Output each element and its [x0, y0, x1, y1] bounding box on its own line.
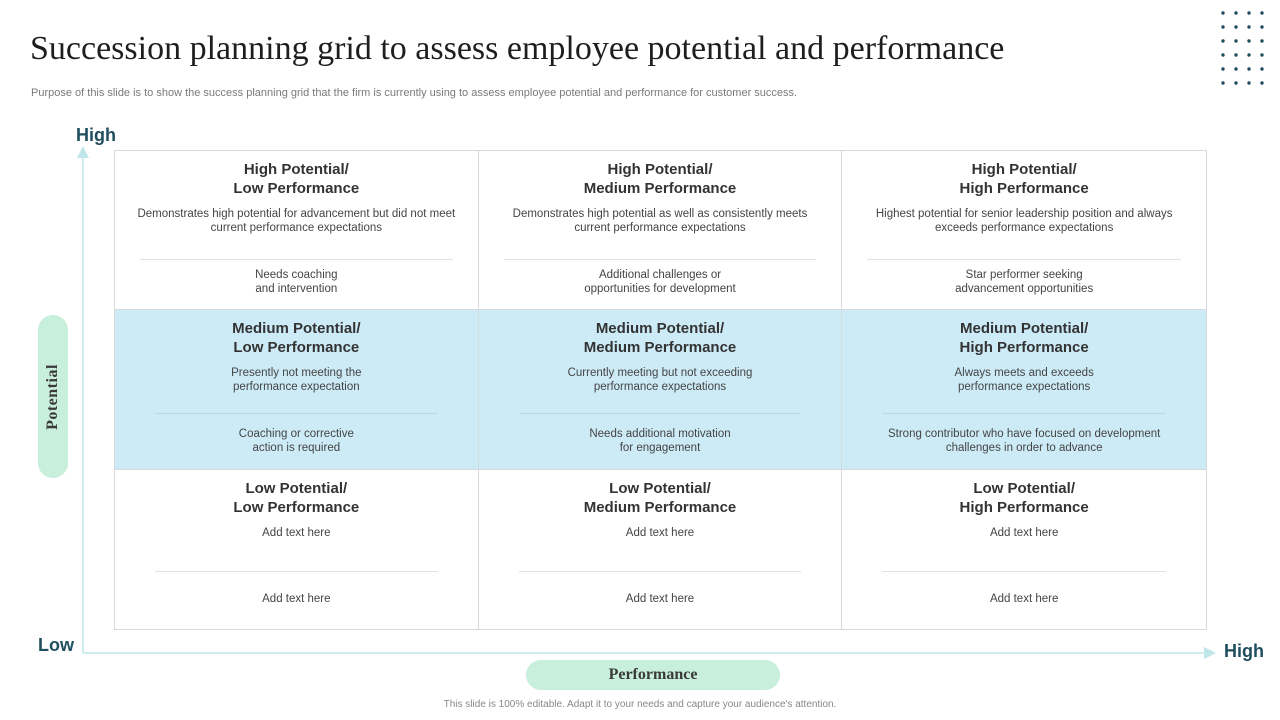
cell-divider: [140, 259, 453, 260]
y-axis-low-label: Low: [38, 635, 74, 655]
cell-title: [842, 319, 1206, 357]
cell-title-line2: High Performance: [959, 180, 1089, 197]
cell-note: Add text here: [262, 592, 331, 605]
decor-dot: [1260, 39, 1263, 42]
slide-title: Succession planning grid to assess employee potential and performance: [30, 30, 1005, 67]
cell-note: Add text here: [625, 592, 695, 605]
slide-subtitle: Purpose of this slide is to show the success planning grid that the firm is currently using to assess employee potential and performance for customer success.: [31, 87, 798, 99]
cell-title-line2: Medium Performance: [583, 498, 737, 516]
grid-cell: [115, 470, 479, 629]
cell-title-line1: High Potential/: [607, 161, 713, 178]
cell-note: Additional challenges or opportunities for development: [584, 269, 736, 295]
x-axis-high-label: High: [1224, 641, 1264, 661]
cell-title-line1: Low Potential/: [609, 479, 711, 497]
cell-divider: [519, 413, 802, 414]
cell-title-line2: Medium Performance: [583, 339, 737, 357]
cell-title-line1: High Potential/: [243, 161, 349, 178]
cell-title-line2: Low Performance: [233, 339, 360, 357]
cell-divider: [504, 259, 817, 260]
decor-dot: [1234, 25, 1237, 28]
potential-axis-pill: [38, 315, 68, 478]
decor-dot: [1221, 39, 1224, 42]
cell-note: Needs coaching and intervention: [255, 269, 338, 295]
cell-title-line1: Low Potential/: [245, 479, 348, 497]
grid-cell: [842, 151, 1206, 310]
decor-dot: [1221, 25, 1224, 28]
cell-description: Currently meeting but not exceeding performance expectations: [567, 367, 753, 394]
decor-dot: [1260, 53, 1263, 56]
performance-axis-pill: [526, 660, 780, 690]
decor-dot: [1234, 53, 1237, 56]
decor-dot: [1260, 11, 1263, 14]
decor-dot: [1234, 67, 1237, 70]
cell-title-line2: High Performance: [959, 498, 1089, 516]
grid-cell: [479, 470, 843, 629]
decor-dot: [1247, 39, 1250, 42]
cell-title: [115, 479, 478, 517]
decor-dot: [1234, 39, 1237, 42]
cell-title-line2: Low Performance: [233, 180, 360, 197]
cell-title-line2: Low Performance: [233, 498, 360, 516]
cell-divider: [882, 413, 1166, 414]
decor-dot: [1260, 81, 1263, 84]
cell-description: Demonstrates high potential for advancement but did not meet current performance expectations: [137, 208, 456, 234]
cell-divider: [882, 571, 1166, 572]
cell-title: [479, 160, 842, 198]
y-axis-high-label: High: [76, 125, 116, 145]
cell-description: Add text here: [625, 526, 695, 539]
cell-description: Presently not meeting the performance expectation: [231, 367, 362, 394]
potential-axis-label: Potential: [44, 363, 62, 430]
cell-description: Always meets and exceeds performance expectations: [954, 367, 1094, 394]
cell-title: [479, 319, 842, 357]
decor-dot: [1221, 53, 1224, 56]
cell-description: Demonstrates high potential as well as consistently meets current performance expectations: [512, 208, 808, 234]
cell-title-line1: Low Potential/: [973, 479, 1075, 497]
cell-title-line2: Medium Performance: [583, 180, 737, 197]
cell-note: Coaching or corrective action is required: [238, 428, 354, 455]
cell-title: [115, 319, 478, 357]
cell-note: Strong contributor who have focused on development challenges in order to advance: [887, 428, 1161, 455]
decor-dot: [1247, 81, 1250, 84]
cell-description: Highest potential for senior leadership position and always exceeds performance expectations: [875, 208, 1173, 234]
slide-footer: This slide is 100% editable. Adapt it to your needs and capture your audience's attention.: [443, 699, 837, 710]
decor-dot: [1247, 25, 1250, 28]
decor-dot: [1221, 67, 1224, 70]
cell-divider: [155, 571, 438, 572]
cell-title-line1: Medium Potential/: [595, 320, 725, 338]
decor-dot: [1234, 11, 1237, 14]
decor-dot: [1221, 11, 1224, 14]
cell-title-line1: High Potential/: [971, 161, 1077, 178]
decor-dot: [1247, 67, 1250, 70]
succession-grid: [114, 150, 1207, 630]
grid-cell: [479, 151, 843, 310]
cell-divider: [867, 259, 1181, 260]
grid-cell: [115, 310, 479, 469]
decor-dot: [1247, 53, 1250, 56]
cell-note: Star performer seeking advancement opportunities: [955, 269, 1094, 295]
decor-dot: [1234, 81, 1237, 84]
cell-title: [115, 160, 478, 198]
cell-divider: [155, 413, 438, 414]
decor-dot: [1260, 67, 1263, 70]
cell-title-line1: Medium Potential/: [959, 320, 1089, 338]
cell-description: Add text here: [262, 526, 331, 539]
cell-title-line1: Medium Potential/: [232, 320, 361, 338]
cell-title-line2: High Performance: [959, 339, 1089, 357]
cell-note: Needs additional motivation for engagement: [589, 428, 731, 455]
cell-title: [842, 479, 1206, 517]
cell-note: Add text here: [989, 592, 1059, 605]
decor-dot: [1221, 81, 1224, 84]
decorative-dots-icon: [1219, 9, 1267, 87]
cell-title: [842, 160, 1206, 198]
cell-description: Add text here: [989, 526, 1059, 539]
performance-axis-label: Performance: [608, 666, 698, 683]
decor-dot: [1247, 11, 1250, 14]
cell-divider: [519, 571, 802, 572]
decor-dot: [1260, 25, 1263, 28]
grid-cell: [115, 151, 479, 310]
grid-cell: [842, 470, 1206, 629]
grid-cell: [479, 310, 843, 469]
grid-cell: [842, 310, 1206, 469]
cell-title: [479, 479, 842, 517]
